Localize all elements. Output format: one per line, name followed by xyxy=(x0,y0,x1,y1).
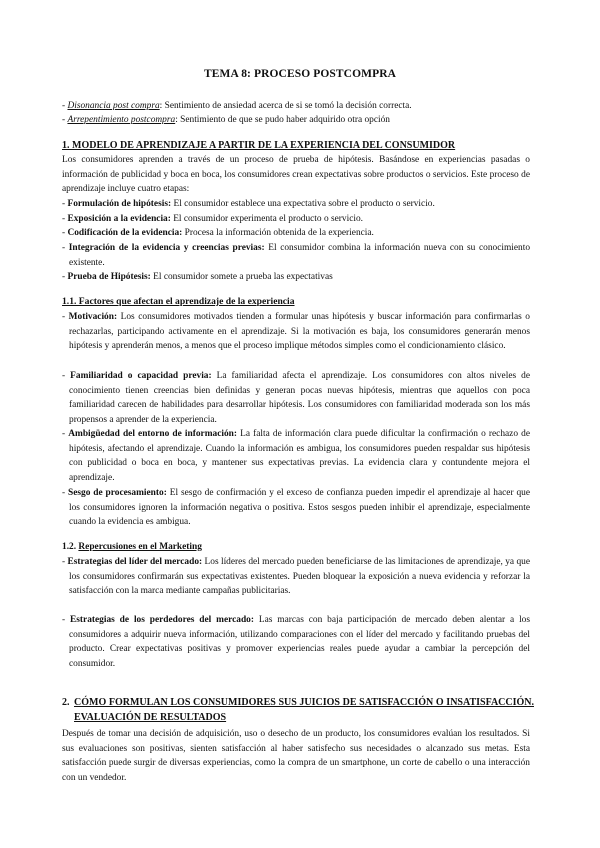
item-text: El consumidor combina la información nueva con su conocimiento existente. xyxy=(69,243,531,268)
item-text: El consumidor somete a prueba las expectativas xyxy=(150,272,333,282)
definition-term: Arrepentimiento postcompra xyxy=(67,115,176,125)
list-item: - Exposición a la evidencia: El consumidor experimenta el producto o servicio. xyxy=(62,214,363,224)
list-item: - Estrategias del líder del mercado: Los líderes del mercado pueden beneficiarse de las limitaciones de aprendizaje, ya que los consumidores confirmarán sus expectativas existentes. Pueden bloquear la exposición a nueva evidencia y reforzar la satisfacción con la marca mediante campañas publicitarias. xyxy=(62,557,531,597)
item-label: Integración de la evidencia y creencias previas: xyxy=(68,243,265,253)
item-label: Codificación de la evidencia: xyxy=(67,228,183,238)
list-item: - Familiaridad o capacidad previa: La familiaridad afecta el aprendizaje. Los consumidores con altos niveles de conocimiento tienen creencias bien definidas y generan pocas nuevas hipótesis, mientras que aquellos con poca familiaridad carecen de habilidades para desarrollar hipótesis. Los consumidores con familiaridad moderada son los más propensos a aprender de la experiencia. xyxy=(62,371,530,425)
section-1-intro: Los consumidores aprenden a través de un proceso de prueba de hipótesis. Basándose en experiencias pasadas o información de publicidad y boca en boca, los consumidores crean expectativas sobre productos o servicios. Este proceso de aprendizaje incluye cuatro etapas: xyxy=(62,155,530,195)
section-1-2-heading xyxy=(62,540,202,555)
definition-term: Disonancia post compra xyxy=(67,101,160,111)
item-label: Exposición a la evidencia: xyxy=(67,214,171,224)
item-text: El consumidor experimenta el producto o servicio. xyxy=(170,214,363,224)
item-label: Familiaridad o capacidad previa: xyxy=(70,371,212,381)
section-1-heading: 1. MODELO DE APRENDIZAJE A PARTIR DE LA EXPERIENCIA DEL CONSUMIDOR xyxy=(62,140,456,151)
item-text: Los consumidores motivados tienden a formular unas hipótesis y buscar información para confirmarlas o rechazarlas, participando activamente en el aprendizaje. Si la motivación es baja, los consumidores generarán menos hipótesis y aprenderán menos, a menos que el proceso implique métodos simples como el condicionamiento clásico. xyxy=(69,312,530,352)
definition-text: : Sentimiento de que se pudo haber adquirido otra opción xyxy=(175,115,390,125)
item-text: La familiaridad afecta el aprendizaje. Los consumidores con altos niveles de conocimiento tienen creencias bien definidas y generan pocas nuevas hipótesis, mientras que aquellos con poca familiaridad carecen de habilidades para desarrollar hipótesis. Los consumidores con familiaridad moderada son los más propensos a aprender de la experiencia. xyxy=(69,371,530,425)
section-2-heading xyxy=(62,695,534,725)
list-item: - Formulación de hipótesis: El consumidor establece una expectativa sobre el producto o servicio. xyxy=(62,199,435,209)
item-text: Procesa la información obtenida de la experiencia. xyxy=(182,228,374,238)
item-text: Los líderes del mercado pueden beneficiarse de las limitaciones de aprendizaje, ya que los consumidores confirmarán sus expectativas existentes. Pueden bloquear la exposición a nueva evidencia y reforzar la satisfacción con la marca mediante campañas publicitarias. xyxy=(69,557,531,597)
list-item: - Codificación de la evidencia: Procesa la información obtenida de la experiencia. xyxy=(62,228,374,238)
item-label: Ambigüedad del entorno de información: xyxy=(68,429,237,439)
section-number: 2. xyxy=(62,697,70,708)
page-title: TEMA 8: PROCESO POSTCOMPRA xyxy=(203,68,397,80)
definition-text: : Sentimiento de ansiedad acerca de si se tomó la decisión correcta. xyxy=(159,101,412,111)
item-label: Motivación: xyxy=(68,312,118,322)
item-text: Las marcas con baja participación de mercado deben alentar a los consumidores a adquirir nueva información, utilizando comparaciones con el líder del mercado y facilitando pruebas del producto. Crear expectativas positivas y promover experiencias reales puede ayudar a cambiar la percepción del consumidor. xyxy=(69,615,531,669)
definition-disonancia: - Disonancia post compra: Sentimiento de ansiedad acerca de si se tomó la decisión correcta. xyxy=(62,101,412,111)
section-title: Repercusiones en el Marketing xyxy=(78,542,202,552)
item-text: La falta de información clara puede dificultar la confirmación o rechazo de hipótesis, afectando el aprendizaje. Cuando la información es ambigua, los consumidores pueden respaldar sus hipótesis con publicidad o boca en boca, y mantener sus expectativas previas. La evidencia clara y contundente mejora el aprendizaje. xyxy=(69,429,530,483)
section-title: CÓMO FORMULAN LOS CONSUMIDORES SUS JUICIOS DE SATISFACCIÓN O INSATISFACCIÓN. EVALUACIÓN DE RESULTADOS xyxy=(74,697,534,723)
section-number: 1.2. xyxy=(62,542,79,552)
definition-arrepentimiento: - Arrepentimiento postcompra: Sentimiento de que se pudo haber adquirido otra opción xyxy=(62,115,390,125)
section-2-text: Después de tomar una decisión de adquisición, uso o desecho de un producto, los consumidores evalúan los resultados. Si sus evaluaciones son positivas, sienten satisfacción al haber satisfecho sus necesidades o alcanzado sus metas. Esta satisfacción puede surgir de diversas experiencias, como la compra de un smartphone, un corte de cabello o una interacción con un vendedor. xyxy=(62,729,530,783)
list-item: - Prueba de Hipótesis: El consumidor somete a prueba las expectativas xyxy=(62,272,333,282)
list-item: - Sesgo de procesamiento: El sesgo de confirmación y el exceso de confianza pueden impedir el aprendizaje al hacer que los consumidores ignoren la información negativa o positiva. Estos sesgos pueden inhibir el aprendizaje, especialmente cuando la evidencia es ambigua. xyxy=(62,488,531,528)
list-item: - Ambigüedad del entorno de información: La falta de información clara puede dificultar la confirmación o rechazo de hipótesis, afectando el aprendizaje. Cuando la información es ambigua, los consumidores pueden respaldar sus hipótesis con publicidad o boca en boca, y mantener sus expectativas previas. La evidencia clara y contundente mejora el aprendizaje. xyxy=(62,429,530,483)
list-item: - Integración de la evidencia y creencias previas: El consumidor combina la información nueva con su conocimiento existente. xyxy=(62,243,531,268)
section-1-1-heading: 1.1. Factores que afectan el aprendizaje de la experiencia xyxy=(62,296,295,307)
item-label: Estrategias de los perdedores del mercado: xyxy=(70,615,254,625)
item-text: El consumidor establece una expectativa sobre el producto o servicio. xyxy=(171,199,435,209)
list-item: - Motivación: Los consumidores motivados tienden a formular unas hipótesis y buscar información para confirmarlas o rechazarlas, participando activamente en el aprendizaje. Si la motivación es baja, los consumidores generarán menos hipótesis y aprenderán menos, a menos que el proceso implique métodos simples como el condicionamiento clásico. xyxy=(62,312,530,352)
list-item: - Estrategias de los perdedores del mercado: Las marcas con baja participación de mercado deben alentar a los consumidores a adquirir nueva información, utilizando comparaciones con el líder del mercado y facilitando pruebas del producto. Crear expectativas positivas y promover experiencias reales puede ayudar a cambiar la percepción del consumidor. xyxy=(62,615,531,669)
item-label: Estrategias del líder del mercado: xyxy=(67,557,203,567)
item-label: Prueba de Hipótesis: xyxy=(67,272,151,282)
item-text: El sesgo de confirmación y el exceso de confianza pueden impedir el aprendizaje al hacer que los consumidores ignoren la información negativa o positiva. Estos sesgos pueden inhibir el aprendizaje, especialmente cuando la evidencia es ambigua. xyxy=(69,488,531,528)
item-label: Formulación de hipótesis: xyxy=(67,199,172,209)
item-label: Sesgo de procesamiento: xyxy=(68,488,167,498)
